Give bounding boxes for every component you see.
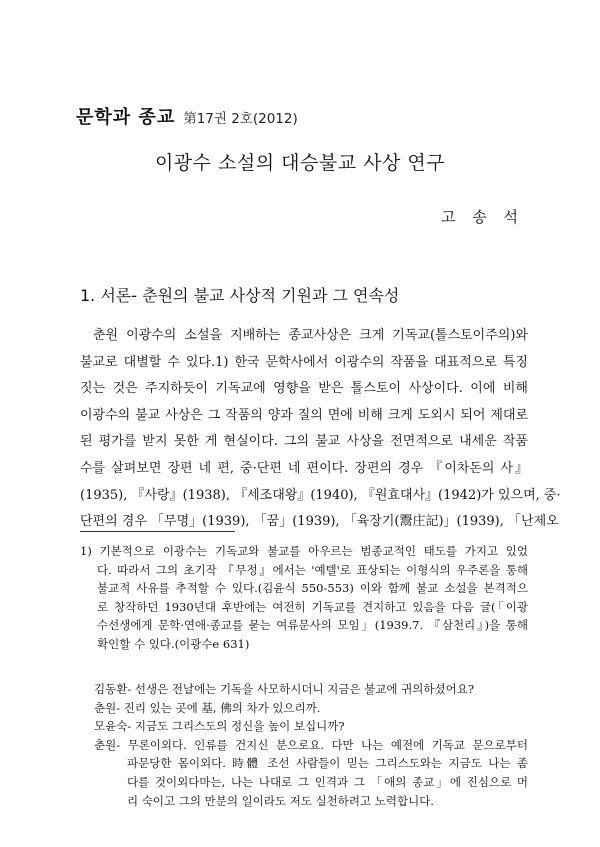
body-paragraph: [80, 323, 561, 536]
footnote-line: 수선생에게 문학·연애·종교를 묻는 여류문사의 모임」(1939.7. 『삼천리』)을 통해: [97, 618, 528, 633]
body-line: 이광수의 불교 사상은 그 작품의 양과 질의 면에 비해 크게 도외시 되어 제대로: [80, 407, 528, 423]
dialogue-line: 다를 것이외다마는, 나는 나대로 그 인격과 그 「애의 종교」에 진심으로 머: [127, 774, 528, 789]
body-line: 짓는 것은 주지하듯이 기독교에 영향을 받은 톨스토이 사상이다. 이에 비해: [80, 381, 528, 397]
dialogue-quote: [94, 680, 528, 810]
dialogue-line: 모윤숙- 지금도 그리스도의 정신을 높이 보십니까?: [94, 719, 345, 734]
body-line: 수를 살펴보면 장편 네 편, 중·단편 네 편이다. 장편의 경우 『이차돈의 사』: [80, 460, 528, 476]
dialogue-line: 김동환- 선생은 전날에는 기독을 사모하시더니 지금은 불교에 귀의하셨어요?: [94, 682, 475, 696]
body-line: 된 평가를 받지 못한 게 현실이다. 그의 불교 사상을 전면적으로 내세운 작품: [80, 434, 528, 450]
footnote-line: 다. 따라서 그의 초기작 『무정』에서는 '예텔'로 표상되는 이형식의 우주론을 통해: [97, 562, 528, 577]
dialogue-line: 춘원- 무론이외다. 인류를 건지신 분으로요. 다만 나는 예전에 기독교 문으로부터: [94, 737, 528, 752]
section-heading: 1. 서론- 춘원의 불교 사상적 기원과 그 연속성: [80, 286, 400, 305]
footnote-line: 1) 기본적으로 이광수는 기독교와 불교를 아우르는 범종교적인 태도를 가지고 있었: [80, 544, 528, 558]
body-line: 단편의 경우 「무명」(1939), 「꿈」(1939), 「육장기(鬻庄記)」(1939), 「난제오: [80, 514, 559, 530]
footnote-line: 불교적 사유를 추적할 수 있다.(김윤식 550-553) 이와 함께 불교 소설을 본격적으: [97, 581, 528, 596]
dialogue-line: 파문당한 몸이외다. 時體 조선 사람들이 믿는 그리스도와는 지금도 나는 좀: [127, 756, 528, 771]
footnote-line: 로 창작하던 1930년대 후반에는 여전히 기독교를 견지하고 있음을 다음 글(「이광: [97, 599, 528, 614]
journal-logo: 문학과 종교: [76, 107, 176, 128]
running-header: [76, 103, 298, 129]
issue-info: 第17권 2호(2012): [183, 111, 298, 127]
article-title: 이광수 소설의 대승불교 사상 연구: [154, 152, 446, 174]
footnote: [80, 542, 528, 654]
dialogue-line: 춘원- 진리 있는 곳에 基, 佛의 차가 있으리까.: [94, 700, 321, 715]
footnote-divider: [80, 531, 235, 532]
body-line: 불교로 대별할 수 있다.1) 한국 문학사에서 이광수의 작품을 대표적으로 특징: [80, 354, 528, 370]
footnote-line: 확인할 수 있다.(이광수e 631): [97, 636, 250, 651]
body-line: (1935), 『사랑』(1938), 『세조대왕』(1940), 『원효대사』(1942)가 있으며, 중·: [80, 487, 561, 503]
author-name: 고 송 석: [440, 208, 524, 226]
body-line: 춘원 이광수의 소설을 지배하는 종교사상은 크게 기독교(톨스토이주의)와: [93, 328, 528, 343]
dialogue-line: 리 숙이고 그의 만분의 일이라도 저도 실천하려고 노력합니다.: [127, 793, 434, 808]
